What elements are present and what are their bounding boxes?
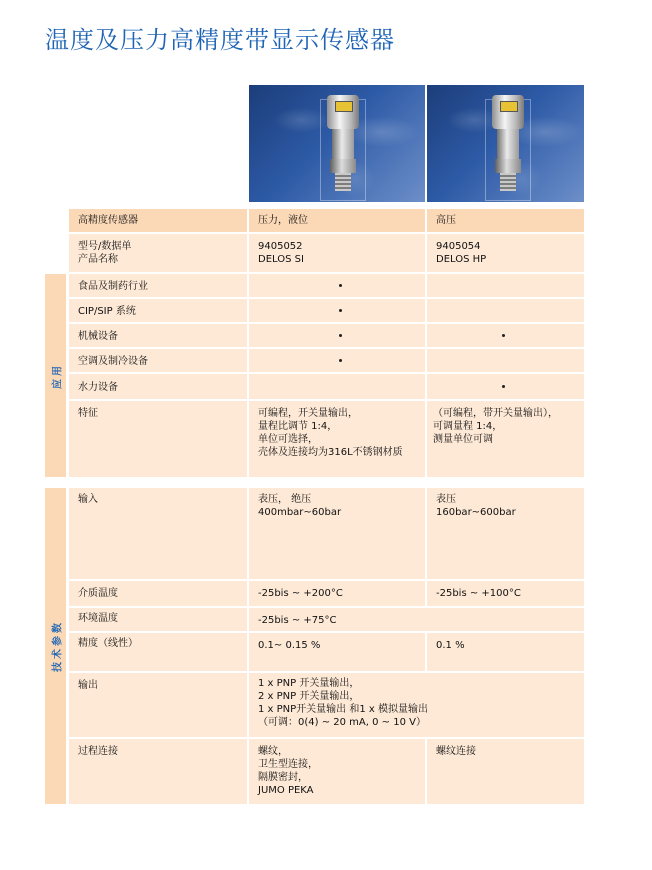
app-row-col2 <box>427 274 584 297</box>
application-tab-label: 应用 <box>52 362 63 389</box>
app-row-col2 <box>427 299 584 322</box>
app-row-col2 <box>427 374 584 399</box>
features-col1: 可编程，开关量输出， 量程比调节 1:4， 单位可选择， 壳体及连接均为316L不锈钢材质 <box>249 401 425 477</box>
input-col1: 表压， 绝压 400mbar~60bar <box>249 488 425 579</box>
app-row-label: 水力设备 <box>69 374 247 399</box>
output-value: 1 x PNP 开关量输出， 2 x PNP 开关量输出， 1 x PNP开关量输出 和1 x 模拟量输出 （可调：0(4) ~ 20 mA, 0 ~ 10 V） <box>249 673 584 737</box>
features-label: 特征 <box>69 401 247 477</box>
accuracy-col2: 0.1 % <box>427 633 584 671</box>
accuracy-label: 精度（线性） <box>69 633 247 671</box>
tech-section-tab <box>45 488 66 804</box>
app-row-col1 <box>249 349 425 372</box>
bullet-dot <box>339 284 342 287</box>
process-col1: 螺纹， 卫生型连接， 隔膜密封， JUMO PEKA <box>249 739 425 804</box>
product-photo-2 <box>427 85 584 202</box>
app-row-label: 机械设备 <box>69 324 247 347</box>
ambient-temp-value: -25bis ~ +75°C <box>249 608 584 631</box>
col1-header: 压力，液位 <box>249 209 425 232</box>
bullet-dot <box>502 385 505 388</box>
app-row-label: CIP/SIP 系统 <box>69 299 247 322</box>
col2-header: 高压 <box>427 209 584 232</box>
application-section-tab <box>45 274 66 477</box>
pressure-sensor-image <box>325 95 361 195</box>
ambient-temp-label: 环境温度 <box>69 608 247 631</box>
process-col2: 螺纹连接 <box>427 739 584 804</box>
medium-temp-col1: -25bis ~ +200°C <box>249 581 425 606</box>
bullet-dot <box>502 334 505 337</box>
input-label: 输入 <box>69 488 247 579</box>
app-row-col2 <box>427 324 584 347</box>
output-label: 输出 <box>69 673 247 737</box>
app-row-col1 <box>249 324 425 347</box>
input-col2: 表压 160bar~600bar <box>427 488 584 579</box>
app-row-col1 <box>249 274 425 297</box>
app-row-col1 <box>249 374 425 399</box>
app-row-col1 <box>249 299 425 322</box>
features-col2: （可编程，带开关量输出）， 可调量程 1:4， 测量单位可调 <box>427 401 584 477</box>
accuracy-col1: 0.1~ 0.15 % <box>249 633 425 671</box>
category-header: 高精度传感器 <box>69 209 247 232</box>
bullet-dot <box>339 334 342 337</box>
model-row-label: 型号/数据单 产品名称 <box>69 234 247 272</box>
medium-temp-col2: -25bis ~ +100°C <box>427 581 584 606</box>
app-row-label: 食品及制药行业 <box>69 274 247 297</box>
product-photo-1 <box>249 85 425 202</box>
app-row-label: 空调及制冷设备 <box>69 349 247 372</box>
model-row-col2: 9405054 DELOS HP <box>427 234 584 272</box>
pressure-sensor-image <box>490 95 526 195</box>
bullet-dot <box>339 359 342 362</box>
tech-tab-label: 技术参数 <box>52 620 63 672</box>
app-row-col2 <box>427 349 584 372</box>
model-row-col1: 9405052 DELOS SI <box>249 234 425 272</box>
medium-temp-label: 介质温度 <box>69 581 247 606</box>
process-label: 过程连接 <box>69 739 247 804</box>
bullet-dot <box>339 309 342 312</box>
page-title: 温度及压力高精度带显示传感器 <box>45 26 395 54</box>
